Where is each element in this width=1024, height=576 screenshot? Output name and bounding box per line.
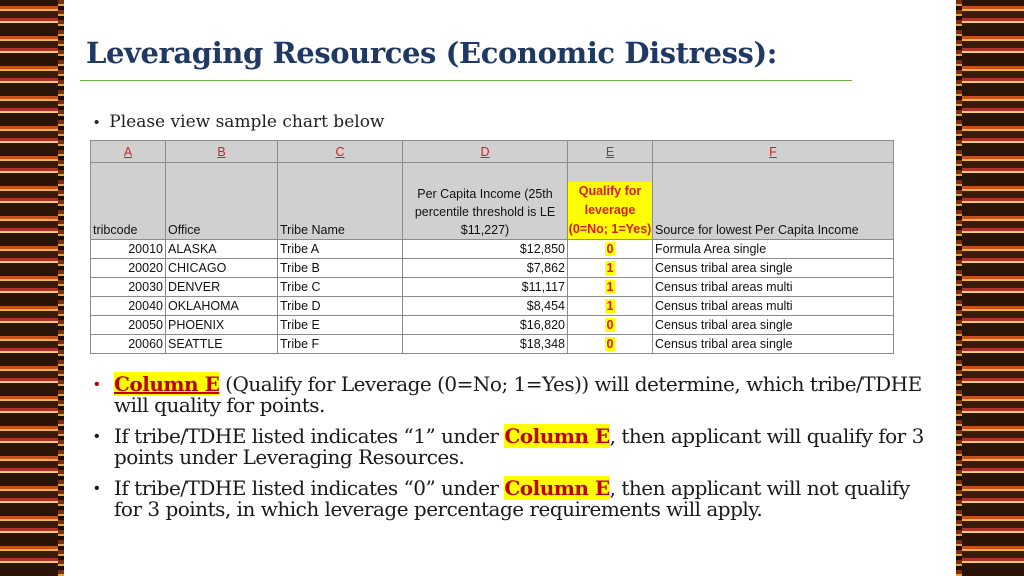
column-letter-c: C	[278, 141, 403, 163]
bullet-body: (Qualify for Leverage (0=No; 1=Yes)) will determine, which tribe/TDHE will quality for points.	[114, 372, 922, 417]
bullet-item	[94, 374, 924, 416]
decorative-border-left-trim	[58, 0, 64, 576]
intro-bullet	[94, 112, 384, 132]
intro-text: Please view sample chart below	[109, 112, 385, 132]
decorative-border-left	[0, 0, 58, 576]
column-letter-e: E	[568, 141, 653, 163]
cell-tribe-name: Tribe E	[278, 316, 403, 335]
qualify-value: 0	[606, 242, 614, 256]
cell-source: Census tribal areas multi	[653, 278, 894, 297]
explanation-bullets	[94, 374, 924, 530]
bullet-body: , then applicant will not qualify for 3 points, in which leverage percentage requirements will apply.	[114, 476, 910, 521]
cell-tribcode: 20060	[91, 335, 166, 354]
cell-income: $12,850	[403, 240, 568, 259]
bullet-text	[114, 374, 924, 416]
column-letter-d: D	[403, 141, 568, 163]
cell-income: $11,117	[403, 278, 568, 297]
bullet-icon: •	[94, 428, 100, 445]
column-e-highlight: Column E	[504, 424, 610, 448]
bullet-body: If tribe/TDHE listed indicates “0” under	[114, 476, 505, 500]
header-per-capita-income: Per Capita Income (25th percentile threshold is LE $11,227)	[403, 163, 568, 240]
bullet-icon: •	[94, 376, 100, 393]
table-row	[91, 278, 894, 297]
column-letter-f: F	[653, 141, 894, 163]
cell-tribcode: 20050	[91, 316, 166, 335]
cell-tribcode: 20040	[91, 297, 166, 316]
header-office: Office	[166, 163, 278, 240]
cell-source: Census tribal area single	[653, 316, 894, 335]
header-tribe-name: Tribe Name	[278, 163, 403, 240]
column-e-highlight: Column E	[504, 476, 610, 500]
cell-tribcode: 20010	[91, 240, 166, 259]
cell-qualify	[568, 297, 653, 316]
cell-source: Census tribal areas multi	[653, 297, 894, 316]
cell-income: $16,820	[403, 316, 568, 335]
bullet-body: If tribe/TDHE listed indicates “1” under	[114, 424, 505, 448]
table-row	[91, 335, 894, 354]
cell-income: $8,454	[403, 297, 568, 316]
header-qualify: Qualify for leverage (0=No; 1=Yes)	[568, 182, 652, 239]
cell-office: ALASKA	[166, 240, 278, 259]
cell-tribe-name: Tribe F	[278, 335, 403, 354]
cell-office: OKLAHOMA	[166, 297, 278, 316]
cell-tribe-name: Tribe C	[278, 278, 403, 297]
table-row	[91, 259, 894, 278]
cell-source: Census tribal area single	[653, 259, 894, 278]
cell-qualify	[568, 335, 653, 354]
column-letter-row	[91, 141, 894, 163]
table-row	[91, 240, 894, 259]
cell-tribe-name: Tribe B	[278, 259, 403, 278]
column-letter-b: B	[166, 141, 278, 163]
table-row	[91, 297, 894, 316]
bullet-text	[114, 478, 924, 520]
decorative-border-right-trim	[956, 0, 962, 576]
column-e-highlight: Column E	[114, 372, 220, 396]
header-tribcode: tribcode	[91, 163, 166, 240]
cell-source: Census tribal area single	[653, 335, 894, 354]
qualify-value: 0	[606, 337, 614, 351]
cell-income: $7,862	[403, 259, 568, 278]
cell-tribcode: 20030	[91, 278, 166, 297]
cell-office: DENVER	[166, 278, 278, 297]
qualify-value: 1	[606, 280, 614, 294]
bullet-item	[94, 478, 924, 520]
cell-qualify	[568, 240, 653, 259]
cell-source: Formula Area single	[653, 240, 894, 259]
cell-office: SEATTLE	[166, 335, 278, 354]
table-row	[91, 316, 894, 335]
bullet-item	[94, 426, 924, 468]
decorative-border-right	[962, 0, 1024, 576]
cell-qualify	[568, 278, 653, 297]
cell-qualify	[568, 259, 653, 278]
cell-tribe-name: Tribe A	[278, 240, 403, 259]
cell-qualify	[568, 316, 653, 335]
cell-tribe-name: Tribe D	[278, 297, 403, 316]
title-underline	[80, 80, 852, 81]
qualify-value: 1	[606, 299, 614, 313]
bullet-text	[114, 426, 924, 468]
column-letter-a: A	[91, 141, 166, 163]
cell-income: $18,348	[403, 335, 568, 354]
slide-title: Leveraging Resources (Economic Distress):	[86, 36, 778, 70]
qualify-value: 0	[606, 318, 614, 332]
column-header-row	[91, 163, 894, 240]
bullet-body: , then applicant will qualify for 3 points under Leveraging Resources.	[114, 424, 924, 469]
bullet-icon: •	[94, 480, 100, 497]
header-source: Source for lowest Per Capita Income	[653, 163, 894, 240]
bullet-icon: •	[94, 114, 100, 131]
cell-tribcode: 20020	[91, 259, 166, 278]
sample-chart-table	[90, 140, 894, 354]
cell-office: CHICAGO	[166, 259, 278, 278]
qualify-value: 1	[606, 261, 614, 275]
header-qualify-cell	[568, 163, 653, 240]
cell-office: PHOENIX	[166, 316, 278, 335]
